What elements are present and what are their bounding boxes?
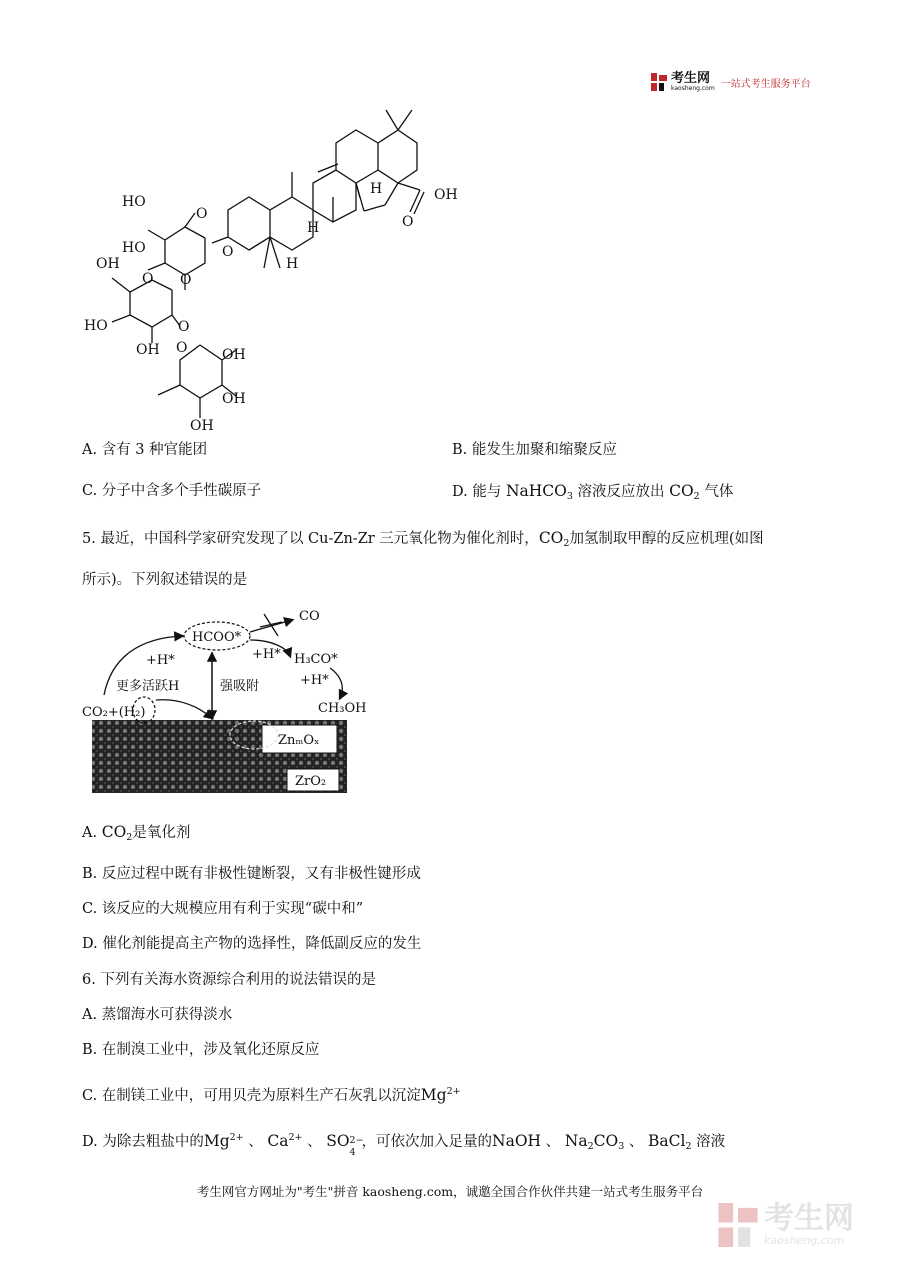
header-logo — [651, 72, 811, 92]
label-h-star3: +H* — [300, 673, 329, 688]
q4-option-c: C. 分子中含多个手性碳原子 — [82, 483, 262, 499]
label-znmox: ZnₘOₓ — [278, 733, 320, 748]
header-slogan: 一站式考生服务平台 — [720, 78, 811, 90]
q5-stem: 5. 最近，中国科学家研究发现了以 Cu-Zn-Zr 三元氧化物为催化剂时，$CO_2$加氢制取甲醇的反应机理(如图 — [82, 529, 764, 549]
label-oh6: OH — [222, 391, 246, 407]
watermark — [718, 1200, 854, 1247]
label-ho2: HO — [122, 240, 146, 256]
label-h2: H — [307, 220, 320, 236]
label-ho3: HO — [84, 318, 108, 334]
watermark-sub: kaosheng.com — [764, 1233, 845, 1247]
label-cooh-oh: OH — [434, 187, 458, 203]
label-ho1: HO — [122, 194, 146, 210]
q6-option-a: A. 蒸馏海水可获得淡水 — [82, 1007, 233, 1023]
watermark-text: 考生网 — [764, 1200, 854, 1236]
q4-option-b: B. 能发生加聚和缩聚反应 — [452, 442, 617, 458]
label-o-link3: O — [178, 319, 190, 335]
label-co: CO — [299, 609, 320, 624]
q5-option-b: B. 反应过程中既有非极性键断裂，又有非极性键形成 — [82, 866, 421, 882]
page-footer: 考生网官方网址为"考生"拼音 kaosheng.com，诚邀全国合作伙伴共建一站式考生服务平台 — [196, 1184, 704, 1199]
molecule-structure — [70, 95, 490, 440]
label-o-link1: O — [222, 244, 234, 260]
label-hcoo: HCOO* — [192, 630, 242, 645]
label-h1: H — [370, 181, 383, 197]
label-h-star2: +H* — [252, 647, 281, 662]
q6-option-c: C. 在制镁工业中，可用贝壳为原料生产石灰乳以沉淀$Mg^{2+}$ — [82, 1086, 461, 1104]
label-ch3oh: CH₃OH — [318, 701, 367, 716]
q6-stem: 6. 下列有关海水资源综合利用的说法错误的是 — [82, 972, 376, 988]
watermark-logo-icon — [718, 1203, 758, 1247]
label-oh-side: OH — [96, 256, 120, 272]
label-more-active-h: 更多活跃H — [116, 679, 180, 694]
label-co2-h2: CO₂+(H₂) — [82, 705, 146, 720]
label-o-ring2: O — [142, 271, 154, 287]
label-h-star1: +H* — [146, 653, 175, 668]
label-strong-adsorb: 强吸附 — [220, 679, 260, 694]
q4-option-d: D. 能与 NaHCO$_3$ 溶液反应放出 $CO_2$ 气体 — [452, 482, 734, 502]
logo-name: 考生网 — [671, 71, 711, 86]
kaosheng-logo-icon — [651, 73, 667, 91]
q5-stem-line2: 所示)。下列叙述错误的是 — [82, 572, 248, 588]
label-o-ring1: O — [196, 206, 208, 222]
label-h3: H — [286, 256, 299, 272]
q5-option-d: D. 催化剂能提高主产物的选择性，降低副反应的发生 — [82, 936, 422, 952]
label-o-ring3: O — [176, 340, 188, 356]
label-oh5: OH — [222, 347, 246, 363]
label-o-link2: O — [180, 272, 192, 288]
label-o-cooh: O — [402, 214, 414, 230]
mechanism-diagram — [82, 600, 367, 797]
q6-option-b: B. 在制溴工业中，涉及氧化还原反应 — [82, 1042, 320, 1058]
label-zro2: ZrO₂ — [295, 774, 327, 789]
logo-domain: kaosheng.com — [671, 85, 715, 92]
q6-option-d: D. 为除去粗盐中的$Mg^{2+}$ 、 $Ca^{2+}$ 、 SO 2− 4 ，可依次加入足量的NaOH 、 $Na_2CO_3$ 、 BaCl$_2$ 溶液 — [82, 1132, 726, 1158]
label-oh7: OH — [190, 418, 214, 434]
q5-option-c: C. 该反应的大规模应用有利于实现“碳中和” — [82, 901, 364, 917]
label-oh4: OH — [136, 342, 160, 358]
label-h3co: H₃CO* — [294, 652, 338, 667]
q5-option-a: A. $CO_2$是氧化剂 — [82, 823, 191, 843]
q4-option-a: A. 含有 3 种官能团 — [82, 442, 208, 458]
